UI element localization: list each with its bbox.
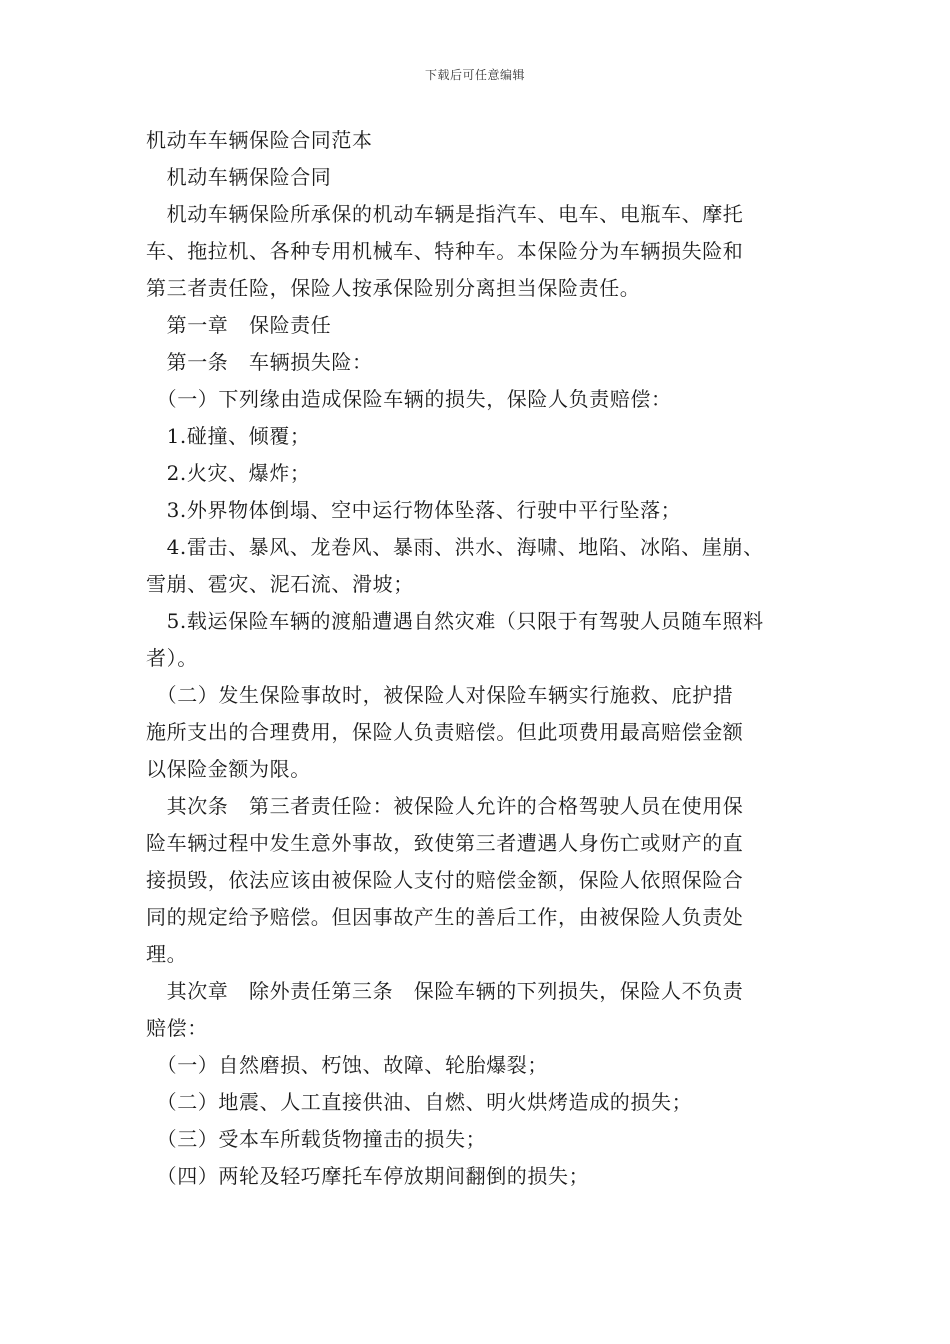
body-line: 同的规定给予赔偿。但因事故产生的善后工作，由被保险人负责处: [146, 905, 744, 929]
body-line: 赔偿：: [146, 1016, 208, 1040]
body-line: （一）下列缘由造成保险车辆的损失，保险人负责赔偿：: [146, 387, 672, 411]
list-item: 2.火灾、爆炸；: [146, 461, 311, 485]
body-line: 机动车辆保险所承保的机动车辆是指汽车、电车、电瓶车、摩托: [146, 202, 744, 226]
body-line: （二）发生保险事故时，被保险人对保险车辆实行施救、庇护措: [146, 683, 734, 707]
list-item-continuation: 者）。: [146, 646, 198, 670]
chapter-heading: 其次章 除外责任第三条 保险车辆的下列损失，保险人不负责: [146, 979, 744, 1003]
body-line: 以保险金额为限。: [146, 757, 311, 781]
list-item: （四）两轮及轻巧摩托车停放期间翻倒的损失；: [146, 1164, 590, 1188]
list-item-continuation: 雪崩、雹灾、泥石流、滑坡；: [146, 572, 414, 596]
body-line: 第三者责任险，保险人按承保险别分离担当保险责任。: [146, 276, 641, 300]
body-line: 其次条 第三者责任险：被保险人允许的合格驾驶人员在使用保: [146, 794, 744, 818]
contract-heading: 机动车辆保险合同: [146, 165, 332, 189]
chapter-heading: 第一章 保险责任: [146, 313, 332, 337]
list-item: 5.载运保险车辆的渡船遭遇自然灾难（只限于有驾驶人员随车照料: [146, 609, 764, 633]
list-item: 3.外界物体倒塌、空中运行物体坠落、行驶中平行坠落；: [146, 498, 682, 522]
document-title: 机动车车辆保险合同范本: [146, 128, 373, 152]
document-body: [146, 122, 808, 1195]
body-line: 车、拖拉机、各种专用机械车、特种车。本保险分为车辆损失险和: [146, 239, 744, 263]
body-line: 施所支出的合理费用，保险人负责赔偿。但此项费用最高赔偿金额: [146, 720, 744, 744]
list-item: （一）自然磨损、朽蚀、故障、轮胎爆裂；: [146, 1053, 548, 1077]
body-line: 险车辆过程中发生意外事故，致使第三者遭遇人身伤亡或财产的直: [146, 831, 744, 855]
page-header-note: 下载后可任意编辑: [424, 68, 525, 82]
article-heading: 第一条 车辆损失险：: [146, 350, 373, 374]
list-item: 1.碰撞、倾覆；: [146, 424, 311, 448]
list-item: （三）受本车所载货物撞击的损失；: [146, 1127, 487, 1151]
body-line: 理。: [146, 942, 188, 966]
body-line: 接损毁，依法应该由被保险人支付的赔偿金额，保险人依照保险合: [146, 868, 744, 892]
list-item: 4.雷击、暴风、龙卷风、暴雨、洪水、海啸、地陷、冰陷、崖崩、: [146, 535, 764, 559]
list-item: （二）地震、人工直接供油、自燃、明火烘烤造成的损失；: [146, 1090, 693, 1114]
